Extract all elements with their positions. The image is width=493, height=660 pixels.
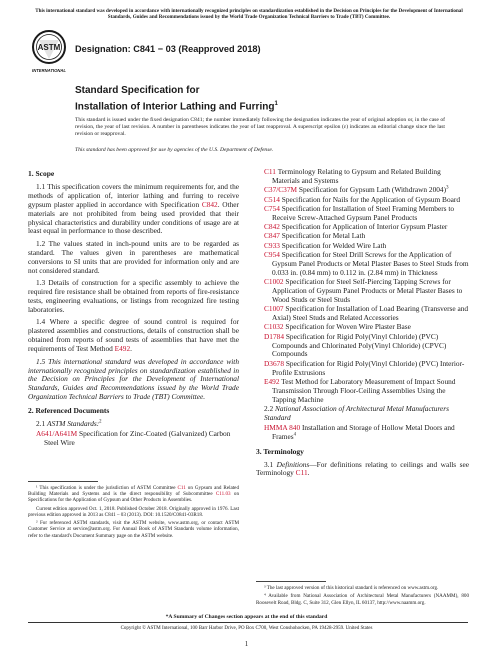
ref-title: Specification for Metal Lath bbox=[279, 231, 366, 241]
ref-link[interactable]: C954 bbox=[264, 249, 280, 259]
ref-link[interactable]: E492 bbox=[264, 376, 280, 386]
title-line-2: Installation of Interior Lathing and Furring bbox=[75, 100, 275, 112]
ref-title: Specification for Steel Self-Piercing Tapping Screws for Application of Gypsum Panel Products or Metal Plaster Bases to Wood Studs or Steel Studs bbox=[272, 277, 463, 304]
ref-item-hmma840: HMMA 840 Installation and Storage of Hollow Metal Doors and Frames$^4$ bbox=[264, 422, 455, 441]
dod-approval: This standard has been approved for use by agencies of the U.S. Department of Defense. bbox=[75, 147, 274, 153]
ref-link[interactable]: C37/C37M bbox=[264, 185, 298, 195]
ref-item bbox=[264, 278, 469, 305]
page-number: 1 bbox=[244, 640, 249, 648]
ref-footnote-marker: 3 bbox=[446, 185, 449, 191]
left-column bbox=[28, 170, 239, 541]
ref-link-hmma840[interactable]: HMMA 840 bbox=[264, 422, 301, 432]
title-line-1: Standard Specification for bbox=[75, 85, 200, 96]
right-column bbox=[256, 168, 469, 608]
title-footnote-marker: 1 bbox=[274, 100, 278, 107]
ref-link-e492[interactable]: E492 bbox=[114, 344, 131, 354]
fn-link-c11-03[interactable]: C11.03 bbox=[215, 491, 231, 498]
ref-link[interactable]: C1032 bbox=[264, 322, 284, 332]
ref-title: Specification for Rigid Poly(Vinyl Chloride) (PVC) Interior-Profile Extrusions bbox=[272, 358, 465, 377]
ref-title: Specification for Welded Wire Lath bbox=[279, 240, 387, 250]
ref-item bbox=[264, 360, 469, 378]
logo-subtext: INTERNATIONAL bbox=[32, 68, 66, 73]
ref-item bbox=[264, 378, 469, 405]
fn-link-c11[interactable]: C11 bbox=[177, 485, 186, 492]
ref-title: Specification for Installation of Load Bearing (Transverse and Axial) Steel Studs and Related Accessories bbox=[272, 304, 469, 323]
bottom-divider bbox=[28, 622, 468, 623]
designation: Designation: C841 − 03 (Reapproved 2018) bbox=[75, 44, 261, 54]
terminology-3-1: 3.1 Definitions—For definitions relating to ceilings and walls see Terminology C11. bbox=[256, 459, 470, 478]
ref-link[interactable]: C754 bbox=[264, 203, 280, 213]
ref-item bbox=[264, 251, 469, 278]
ref-link[interactable]: C847 bbox=[264, 231, 280, 241]
referenced-documents-heading: 2. Referenced Documents bbox=[28, 406, 110, 416]
ref-item bbox=[264, 168, 469, 186]
tbt-notice: This international standard was developed in accordance with internationally recognized principles on standardization established in the Decision on Principles for the Development of International Standards, Guides and Recommendations issued by the World Trade Organization Technical Barriers to Trade (TBT) Committee. bbox=[35, 8, 463, 21]
ref-item-a641: A641/A641M Specification for Zinc-Coated (Galvanized) Carbon Steel Wire bbox=[36, 428, 231, 447]
ref-title: Terminology Relating to Gypsum and Related Building Materials and Systems bbox=[272, 167, 441, 185]
copyright: Copyright © ASTM International, 100 Barr Harbor Drive, PO Box C700, West Conshohocken, PA 19428-2959. United States bbox=[120, 626, 373, 631]
ref-title: Specification for Application of Interior Gypsum Plaster bbox=[279, 222, 448, 231]
scope-1-4: 1.4 Where a specific degree of sound control is required for plastered assemblies and constructions, details of construction shall be obtained from reports of sound tests of assemblies that have met the requirements of Test Method E492. bbox=[28, 317, 239, 354]
ref-link[interactable]: D3678 bbox=[264, 358, 284, 368]
astm-standards-label: 2.1 ASTM Standards:$^2$ bbox=[36, 419, 102, 429]
scope-1-2: 1.2 The values stated in inch-pound units are to be regarded as standard. The values given in parentheses are mathematical conversions to SI units that are provided for information only and are not considered standard. bbox=[28, 238, 239, 275]
preamble: This standard is issued under the fixed designation C841; the number immediately following the designation indicates the year of original adoption or, in the case of revision, the year of last revision. A number in parentheses indicates the year of last reapproval. A superscript epsilon (ε) indicates an editorial change since the last revision or reapproval. bbox=[75, 117, 445, 137]
ref-title: Specification for Gypsum Lath (Withdrawn 2004) bbox=[297, 185, 447, 195]
scope-1-3: 1.3 Details of construction for a specific assembly to achieve the required fire resistance shall be obtained from reports of fire-resistance tests, engineering evaluations, or listings from recognized fire testing laboratories. bbox=[28, 278, 239, 314]
ref-item bbox=[264, 205, 469, 223]
ref-title: Specification for Steel Drill Screws for the Application of Gypsum Panel Products or Metal Plaster Bases to Steel Studs from 0.033 in. (0.84 mm) to 0.112 in. (2.84 mm) in Thickness bbox=[272, 249, 469, 277]
ref-link-a641[interactable]: A641/A641M bbox=[36, 428, 78, 438]
footnote-4: ⁴ Available from National Association of Architectural Metal Manufacturers (NAAMM), 800 Roosevelt Road, Bldg. C, Suite 312, Glen Ellyn, IL 60137, http://www.naamm.org. bbox=[256, 593, 469, 606]
footnote-edition: Current edition approved Oct. 1, 2018. Published October 2018. Originally approved in 1976. Last previous edition approved in 2013 as C841 – 03 (2013). DOI: 10.1520/C0841-03R18. bbox=[28, 505, 239, 518]
ref-title: Specification for Installation of Steel Framing Members to Receive Screw-Attached Gypsum Panel Products bbox=[272, 203, 455, 222]
document-title bbox=[75, 85, 278, 113]
reference-list bbox=[256, 168, 469, 405]
footnote-3: ³ The last approved version of this historical standard is referenced on www.astm.org. bbox=[264, 584, 439, 591]
terminology-heading: 3. Terminology bbox=[256, 446, 304, 456]
ref-title: Specification for Nails for the Application of Gypsum Board bbox=[279, 194, 461, 204]
ref-link-c11-term[interactable]: C11 bbox=[295, 468, 308, 478]
scope-1-1: 1.1 This specification covers the minimum requirements for, and the methods of application of, interior lathing and furring to receive gypsum plaster applied in accordance with Specification C842. Other materials are not prohibited from being used provided that their physical characteristics and durability under conditions of usage are at least equal in performance to those described. bbox=[28, 181, 239, 236]
ref-link-c842[interactable]: C842 bbox=[201, 199, 218, 209]
footnote-divider bbox=[28, 481, 98, 482]
ref-link[interactable]: C1007 bbox=[264, 304, 284, 314]
logo-text: ASTM bbox=[37, 43, 61, 52]
naamm-label: 2.2 National Association of Architectural Metal Manufacturers Standard bbox=[264, 404, 450, 422]
ref-title: Test Method for Laboratory Measurement of Impact Sound Transmission Through Floor-Ceiling Assemblies Using the Tapping Machine bbox=[272, 376, 456, 404]
ref-link[interactable]: C514 bbox=[264, 194, 280, 204]
ref-link[interactable]: C842 bbox=[264, 222, 280, 231]
ref-link[interactable]: C1002 bbox=[264, 277, 284, 286]
ref-link[interactable]: C11 bbox=[264, 167, 276, 176]
ref-item bbox=[264, 333, 469, 360]
ref-item bbox=[264, 305, 469, 323]
ref-link[interactable]: C933 bbox=[264, 240, 280, 250]
footnote-divider-right bbox=[256, 581, 326, 582]
summary-of-changes-note: *A Summary of Changes section appears at the end of this standard bbox=[165, 614, 328, 620]
scope-heading: 1. Scope bbox=[28, 169, 55, 178]
astm-logo bbox=[28, 28, 70, 76]
ref-link[interactable]: D1784 bbox=[264, 331, 284, 341]
footnote-1: ¹ This specification is under the jurisdiction of ASTM Committee C11 on Gypsum and Related Building Materials and Systems and is the direct responsibility of Subcommittee C11.03 on Specifications for the Application of Gypsum and Other Products in Assemblies. bbox=[28, 485, 239, 504]
scope-1-5: 1.5 This international standard was developed in accordance with internationally recognized principles on standardization established in the Decision on Principles for the Development of International Standards, Guides and Recommendations issued by the World Trade Organization Technical Barriers to Trade (TBT) Committee. bbox=[28, 356, 239, 402]
ref-title: Specification for Woven Wire Plaster Base bbox=[283, 322, 411, 332]
footnote-2: ² For referenced ASTM standards, visit the ASTM website, www.astm.org, or contact ASTM Customer Service at service@astm.org. For Annual Book of ASTM Standards volume information, refer to the standard's Document Summary page on the ASTM website. bbox=[28, 520, 239, 539]
ref-title: Specification for Rigid Poly(Vinyl Chloride) (PVC) Compounds and Chlorinated Poly(Vinyl Chloride) (CPVC) Compounds bbox=[272, 331, 447, 359]
